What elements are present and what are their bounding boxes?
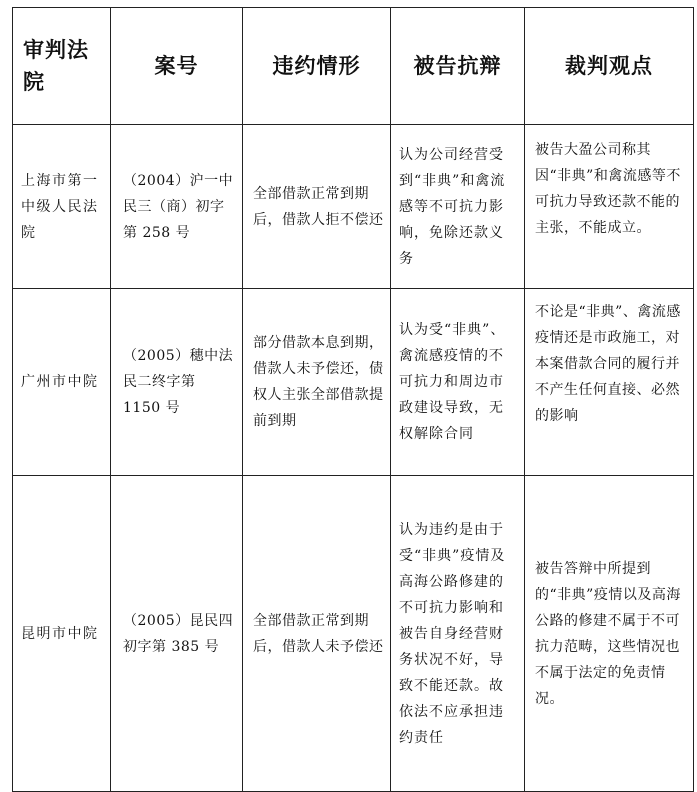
- header-row: [13, 8, 694, 125]
- cell-court-text: 广州市中院: [21, 374, 99, 390]
- cell-opinion-text: 不论是“非典”、禽流感疫情还是市政施工，对本案借款合同的履行并不产生任何直接、必然的影响: [535, 304, 681, 424]
- cell-case-no-text: （2005）穗中法民二终字第 1150 号: [123, 348, 234, 416]
- header-defense: 被告抗辩: [391, 8, 525, 125]
- cell-opinion: [525, 125, 694, 289]
- cell-defense: [391, 125, 525, 289]
- cell-court: [13, 125, 111, 289]
- cell-defense: [391, 476, 525, 792]
- header-opinion: 裁判观点: [525, 8, 694, 125]
- cell-court: [13, 476, 111, 792]
- cell-breach: [243, 289, 391, 476]
- cell-opinion: [525, 289, 694, 476]
- cell-case-no-text: （2005）昆民四初字第 385 号: [123, 612, 234, 655]
- cell-case-no-text: （2004）沪一中民三（商）初字第 258 号: [123, 172, 234, 241]
- cell-breach: [243, 125, 391, 289]
- cell-court-text: 上海市第一中级人民法院: [21, 172, 99, 241]
- table-row: [13, 125, 694, 289]
- cell-case-no: [111, 476, 243, 792]
- cell-breach-text: 全部借款正常到期后，借款人未予偿还: [253, 612, 384, 655]
- header-court: 审判法院: [13, 8, 111, 125]
- cell-opinion-text: 被告答辩中所提到的“非典”疫情以及高海公路的修建不属于不可抗力范畴，这些情况也不属于法定的免责情况。: [535, 560, 681, 707]
- cell-breach-text: 部分借款本息到期，借款人未予偿还，债权人主张全部借款提前到期: [253, 335, 384, 429]
- table-row: [13, 476, 694, 792]
- cell-court: [13, 289, 111, 476]
- cell-breach: [243, 476, 391, 792]
- case-table: [12, 7, 694, 792]
- table-row: [13, 289, 694, 476]
- cell-case-no: [111, 289, 243, 476]
- cell-case-no: [111, 125, 243, 289]
- cell-opinion-text: 被告大盈公司称其因“非典”和禽流感等不可抗力导致还款不能的主张，不能成立。: [535, 142, 681, 236]
- cell-defense: [391, 289, 525, 476]
- cell-opinion: [525, 476, 694, 792]
- header-breach: 违约情形: [243, 8, 391, 125]
- cell-defense-text: 认为公司经营受到“非典”和禽流感等不可抗力影响，免除还款义务: [399, 146, 506, 267]
- cell-defense-text: 认为受“非典”、禽流感疫情的不可抗力和周边市政建设导致，无权解除合同: [399, 322, 506, 442]
- header-case-no: 案号: [111, 8, 243, 125]
- cell-breach-text: 全部借款正常到期后，借款人拒不偿还: [253, 185, 384, 228]
- cell-defense-text: 认为违约是由于受“非典”疫情及高海公路修建的不可抗力影响和被告自身经营财务状况不好，导致不能还款。故依法不应承担违约责任: [399, 521, 506, 746]
- cell-court-text: 昆明市中院: [21, 625, 99, 642]
